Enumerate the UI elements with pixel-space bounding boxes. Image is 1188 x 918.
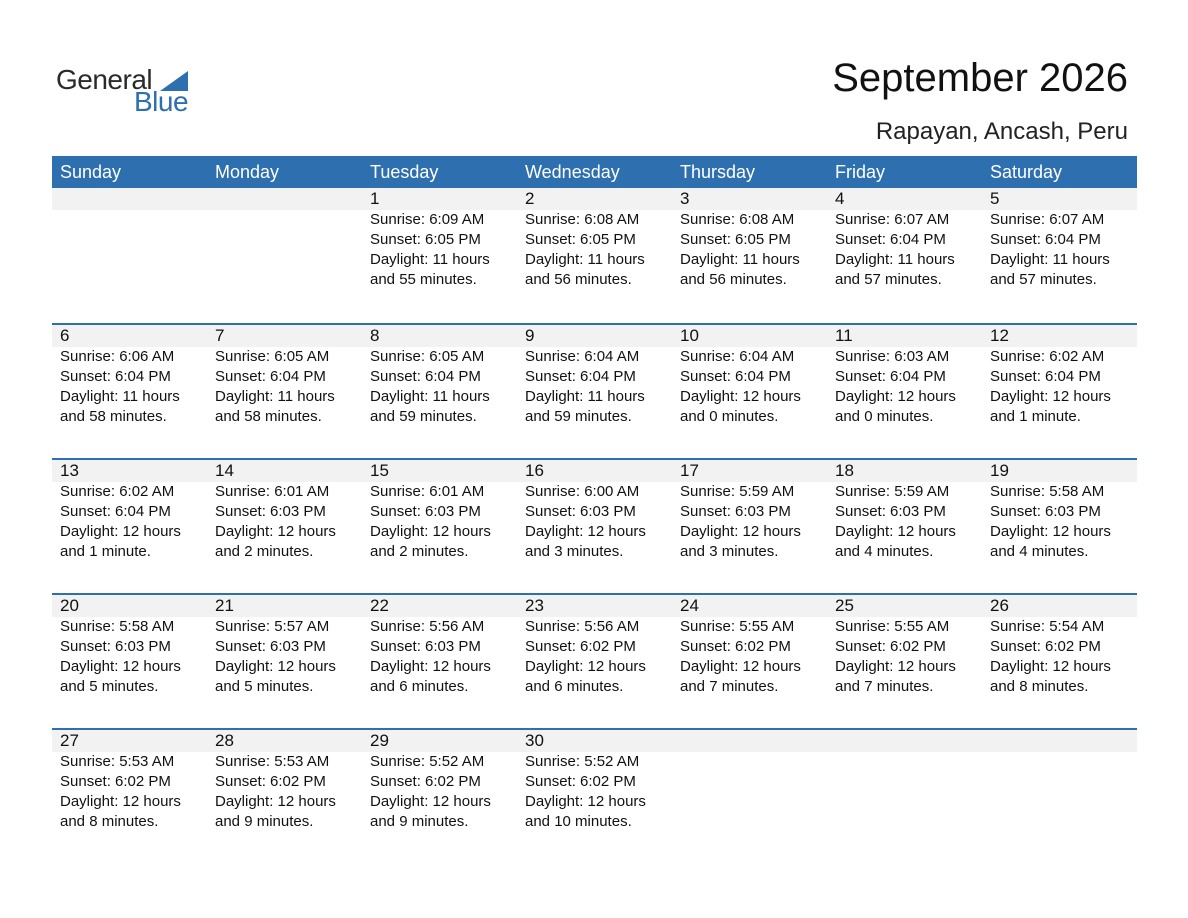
day-number: 22 <box>370 596 389 615</box>
daylight-text: Daylight: 12 hours <box>835 388 956 405</box>
sunrise-text: Sunrise: 5:56 AM <box>370 618 485 635</box>
day-number: 1 <box>370 189 380 208</box>
week-row <box>52 188 1137 323</box>
daylight-minutes-text: and 57 minutes. <box>990 271 1097 288</box>
daylight-text: Daylight: 12 hours <box>370 793 491 810</box>
daylight-minutes-text: and 10 minutes. <box>525 813 632 830</box>
sunrise-text: Sunrise: 5:55 AM <box>835 618 950 635</box>
sunset-text: Sunset: 6:03 PM <box>990 503 1101 520</box>
day-number: 23 <box>525 596 544 615</box>
day-number: 3 <box>680 189 690 208</box>
daylight-text: Daylight: 12 hours <box>990 658 1111 675</box>
sunset-text: Sunset: 6:03 PM <box>215 503 326 520</box>
day-number: 7 <box>215 326 225 345</box>
day-cell <box>982 595 1137 697</box>
daylight-text: Daylight: 12 hours <box>215 523 336 540</box>
empty-day-cell <box>827 730 982 832</box>
daylight-minutes-text: and 2 minutes. <box>215 543 314 560</box>
daylight-minutes-text: and 4 minutes. <box>990 543 1089 560</box>
day-cell <box>362 460 517 562</box>
sunset-text: Sunset: 6:02 PM <box>990 638 1101 655</box>
sunrise-text: Sunrise: 5:53 AM <box>215 753 330 770</box>
sunrise-text: Sunrise: 6:07 AM <box>835 211 950 228</box>
sunset-text: Sunset: 6:03 PM <box>370 638 481 655</box>
week-row <box>52 458 1137 593</box>
sunrise-text: Sunrise: 5:53 AM <box>60 753 175 770</box>
daylight-text: Daylight: 12 hours <box>370 658 491 675</box>
daylight-minutes-text: and 55 minutes. <box>370 271 477 288</box>
sunset-text: Sunset: 6:02 PM <box>525 638 636 655</box>
sunrise-text: Sunrise: 5:52 AM <box>370 753 485 770</box>
day-cell <box>207 730 362 832</box>
day-cell <box>827 188 982 290</box>
logo-word-general: General <box>56 64 153 95</box>
day-cell <box>672 325 827 427</box>
daylight-minutes-text: and 6 minutes. <box>525 678 624 695</box>
sunset-text: Sunset: 6:03 PM <box>370 503 481 520</box>
daylight-minutes-text: and 58 minutes. <box>60 408 167 425</box>
day-number: 5 <box>990 189 1000 208</box>
daylight-minutes-text: and 0 minutes. <box>835 408 934 425</box>
daylight-minutes-text: and 1 minute. <box>990 408 1081 425</box>
calendar <box>52 156 1137 863</box>
daylight-text: Daylight: 12 hours <box>990 523 1111 540</box>
sunset-text: Sunset: 6:04 PM <box>215 368 326 385</box>
daylight-text: Daylight: 11 hours <box>370 388 490 405</box>
day-cell <box>52 730 207 832</box>
day-number: 12 <box>990 326 1009 345</box>
day-cell <box>362 325 517 427</box>
daylight-text: Daylight: 12 hours <box>835 658 956 675</box>
daylight-text: Daylight: 12 hours <box>835 523 956 540</box>
weekday-tuesday: Tuesday <box>370 162 439 182</box>
daylight-text: Daylight: 12 hours <box>680 658 801 675</box>
sunrise-text: Sunrise: 6:08 AM <box>525 211 640 228</box>
day-number: 29 <box>370 731 389 750</box>
daylight-minutes-text: and 5 minutes. <box>215 678 314 695</box>
daylight-text: Daylight: 11 hours <box>680 251 800 268</box>
day-cell <box>982 188 1137 290</box>
weekday-wednesday: Wednesday <box>525 162 620 182</box>
day-cell <box>827 595 982 697</box>
daylight-text: Daylight: 12 hours <box>990 388 1111 405</box>
sunset-text: Sunset: 6:05 PM <box>370 231 481 248</box>
day-number: 10 <box>680 326 699 345</box>
daylight-text: Daylight: 12 hours <box>370 523 491 540</box>
day-number: 25 <box>835 596 854 615</box>
day-cell <box>982 460 1137 562</box>
week-grid <box>52 460 1137 562</box>
day-cell <box>982 325 1137 427</box>
day-cell <box>517 325 672 427</box>
week-row <box>52 728 1137 863</box>
day-number: 15 <box>370 461 389 480</box>
sunrise-text: Sunrise: 6:04 AM <box>680 348 795 365</box>
daylight-minutes-text: and 2 minutes. <box>370 543 469 560</box>
sunrise-text: Sunrise: 6:09 AM <box>370 211 485 228</box>
daylight-minutes-text: and 3 minutes. <box>680 543 779 560</box>
daylight-minutes-text: and 7 minutes. <box>835 678 934 695</box>
daylight-minutes-text: and 6 minutes. <box>370 678 469 695</box>
sunset-text: Sunset: 6:04 PM <box>525 368 636 385</box>
daylight-text: Daylight: 11 hours <box>835 251 955 268</box>
day-number: 28 <box>215 731 234 750</box>
daylight-minutes-text: and 0 minutes. <box>680 408 779 425</box>
empty-day-cell <box>207 188 362 290</box>
day-number: 8 <box>370 326 380 345</box>
sunset-text: Sunset: 6:04 PM <box>60 368 171 385</box>
sunset-text: Sunset: 6:04 PM <box>370 368 481 385</box>
sunset-text: Sunset: 6:02 PM <box>60 773 171 790</box>
daylight-text: Daylight: 12 hours <box>680 388 801 405</box>
weekday-thursday: Thursday <box>680 162 756 182</box>
day-cell <box>672 595 827 697</box>
day-number: 18 <box>835 461 854 480</box>
weeks-container <box>52 188 1137 863</box>
daylight-text: Daylight: 12 hours <box>525 658 646 675</box>
sunset-text: Sunset: 6:04 PM <box>835 231 946 248</box>
sunrise-text: Sunrise: 6:02 AM <box>60 483 175 500</box>
day-number: 17 <box>680 461 699 480</box>
empty-day-cell <box>672 730 827 832</box>
day-number: 13 <box>60 461 79 480</box>
week-grid <box>52 188 1137 290</box>
daylight-text: Daylight: 12 hours <box>680 523 801 540</box>
sunset-text: Sunset: 6:03 PM <box>680 503 791 520</box>
daylight-minutes-text: and 59 minutes. <box>525 408 632 425</box>
daylight-text: Daylight: 11 hours <box>525 251 645 268</box>
daylight-text: Daylight: 11 hours <box>60 388 180 405</box>
daylight-text: Daylight: 12 hours <box>60 523 181 540</box>
sunset-text: Sunset: 6:04 PM <box>835 368 946 385</box>
day-cell <box>672 188 827 290</box>
day-number: 20 <box>60 596 79 615</box>
daylight-text: Daylight: 11 hours <box>370 251 490 268</box>
sunrise-text: Sunrise: 6:01 AM <box>370 483 485 500</box>
day-cell <box>517 188 672 290</box>
daylight-minutes-text: and 8 minutes. <box>60 813 159 830</box>
day-cell <box>362 188 517 290</box>
day-number: 11 <box>835 326 853 345</box>
sunset-text: Sunset: 6:02 PM <box>680 638 791 655</box>
daylight-text: Daylight: 12 hours <box>60 793 181 810</box>
daylight-minutes-text: and 9 minutes. <box>370 813 469 830</box>
empty-day-cell <box>982 730 1137 832</box>
day-cell <box>517 460 672 562</box>
sunset-text: Sunset: 6:03 PM <box>835 503 946 520</box>
daylight-text: Daylight: 11 hours <box>215 388 335 405</box>
empty-day-cell <box>52 188 207 290</box>
daylight-minutes-text: and 8 minutes. <box>990 678 1089 695</box>
sunrise-text: Sunrise: 6:04 AM <box>525 348 640 365</box>
daylight-text: Daylight: 12 hours <box>525 793 646 810</box>
day-number: 26 <box>990 596 1009 615</box>
day-cell <box>52 595 207 697</box>
sunset-text: Sunset: 6:03 PM <box>60 638 171 655</box>
sunrise-text: Sunrise: 5:59 AM <box>680 483 795 500</box>
sunrise-text: Sunrise: 5:58 AM <box>60 618 175 635</box>
day-number: 16 <box>525 461 544 480</box>
sunrise-text: Sunrise: 5:59 AM <box>835 483 950 500</box>
daylight-minutes-text: and 9 minutes. <box>215 813 314 830</box>
day-cell <box>52 460 207 562</box>
sunrise-text: Sunrise: 6:02 AM <box>990 348 1105 365</box>
weekday-monday: Monday <box>215 162 280 182</box>
sunrise-text: Sunrise: 6:05 AM <box>370 348 485 365</box>
week-grid <box>52 730 1137 832</box>
week-grid <box>52 325 1137 427</box>
daylight-minutes-text: and 56 minutes. <box>680 271 787 288</box>
sunrise-text: Sunrise: 6:00 AM <box>525 483 640 500</box>
day-cell <box>362 595 517 697</box>
day-cell <box>827 460 982 562</box>
weekday-header <box>52 156 1137 188</box>
day-cell <box>52 325 207 427</box>
day-cell <box>207 595 362 697</box>
generalblue-logo <box>56 64 206 120</box>
weekday-friday: Friday <box>835 162 886 182</box>
daylight-minutes-text: and 5 minutes. <box>60 678 159 695</box>
sunset-text: Sunset: 6:03 PM <box>525 503 636 520</box>
sunrise-text: Sunrise: 6:03 AM <box>835 348 950 365</box>
sunset-text: Sunset: 6:04 PM <box>990 368 1101 385</box>
daylight-minutes-text: and 58 minutes. <box>215 408 322 425</box>
weekday-saturday: Saturday <box>990 162 1063 182</box>
sunrise-text: Sunrise: 5:55 AM <box>680 618 795 635</box>
day-cell <box>362 730 517 832</box>
sunrise-text: Sunrise: 6:01 AM <box>215 483 330 500</box>
sunrise-text: Sunrise: 6:08 AM <box>680 211 795 228</box>
sunrise-text: Sunrise: 5:52 AM <box>525 753 640 770</box>
day-cell <box>827 325 982 427</box>
sunset-text: Sunset: 6:02 PM <box>525 773 636 790</box>
day-number: 6 <box>60 326 70 345</box>
sunset-text: Sunset: 6:02 PM <box>835 638 946 655</box>
sunrise-text: Sunrise: 5:56 AM <box>525 618 640 635</box>
week-row <box>52 593 1137 728</box>
sunset-text: Sunset: 6:04 PM <box>990 231 1101 248</box>
week-grid <box>52 595 1137 697</box>
daylight-minutes-text: and 4 minutes. <box>835 543 934 560</box>
logo-word-blue: Blue <box>134 86 189 117</box>
week-row <box>52 323 1137 458</box>
sunset-text: Sunset: 6:05 PM <box>525 231 636 248</box>
sunset-text: Sunset: 6:04 PM <box>680 368 791 385</box>
daylight-minutes-text: and 3 minutes. <box>525 543 624 560</box>
sunrise-text: Sunrise: 5:57 AM <box>215 618 330 635</box>
day-number: 4 <box>835 189 845 208</box>
daylight-text: Daylight: 11 hours <box>990 251 1110 268</box>
day-number: 9 <box>525 326 535 345</box>
location-subtitle: Rapayan, Ancash, Peru <box>875 118 1128 145</box>
sunset-text: Sunset: 6:05 PM <box>680 231 791 248</box>
daylight-text: Daylight: 12 hours <box>60 658 181 675</box>
daylight-minutes-text: and 7 minutes. <box>680 678 779 695</box>
day-cell <box>672 460 827 562</box>
day-number: 14 <box>215 461 234 480</box>
daylight-minutes-text: and 57 minutes. <box>835 271 942 288</box>
day-cell <box>207 460 362 562</box>
sunrise-text: Sunrise: 6:05 AM <box>215 348 330 365</box>
day-number: 19 <box>990 461 1009 480</box>
sunrise-text: Sunrise: 5:58 AM <box>990 483 1105 500</box>
sunset-text: Sunset: 6:02 PM <box>215 773 326 790</box>
page-title: September 2026 <box>832 56 1128 100</box>
weekday-sunday: Sunday <box>60 162 122 182</box>
day-cell <box>207 325 362 427</box>
sunrise-text: Sunrise: 6:07 AM <box>990 211 1105 228</box>
daylight-minutes-text: and 56 minutes. <box>525 271 632 288</box>
day-number: 30 <box>525 731 544 750</box>
daylight-text: Daylight: 12 hours <box>215 793 336 810</box>
sunrise-text: Sunrise: 5:54 AM <box>990 618 1105 635</box>
day-number: 27 <box>60 731 79 750</box>
sunset-text: Sunset: 6:03 PM <box>215 638 326 655</box>
day-number: 21 <box>215 596 234 615</box>
daylight-minutes-text: and 1 minute. <box>60 543 151 560</box>
daylight-text: Daylight: 12 hours <box>525 523 646 540</box>
daylight-text: Daylight: 11 hours <box>525 388 645 405</box>
day-number: 24 <box>680 596 699 615</box>
sunset-text: Sunset: 6:04 PM <box>60 503 171 520</box>
day-number: 2 <box>525 189 535 208</box>
sunset-text: Sunset: 6:02 PM <box>370 773 481 790</box>
sunrise-text: Sunrise: 6:06 AM <box>60 348 175 365</box>
day-cell <box>517 595 672 697</box>
daylight-minutes-text: and 59 minutes. <box>370 408 477 425</box>
day-cell <box>517 730 672 832</box>
daylight-text: Daylight: 12 hours <box>215 658 336 675</box>
